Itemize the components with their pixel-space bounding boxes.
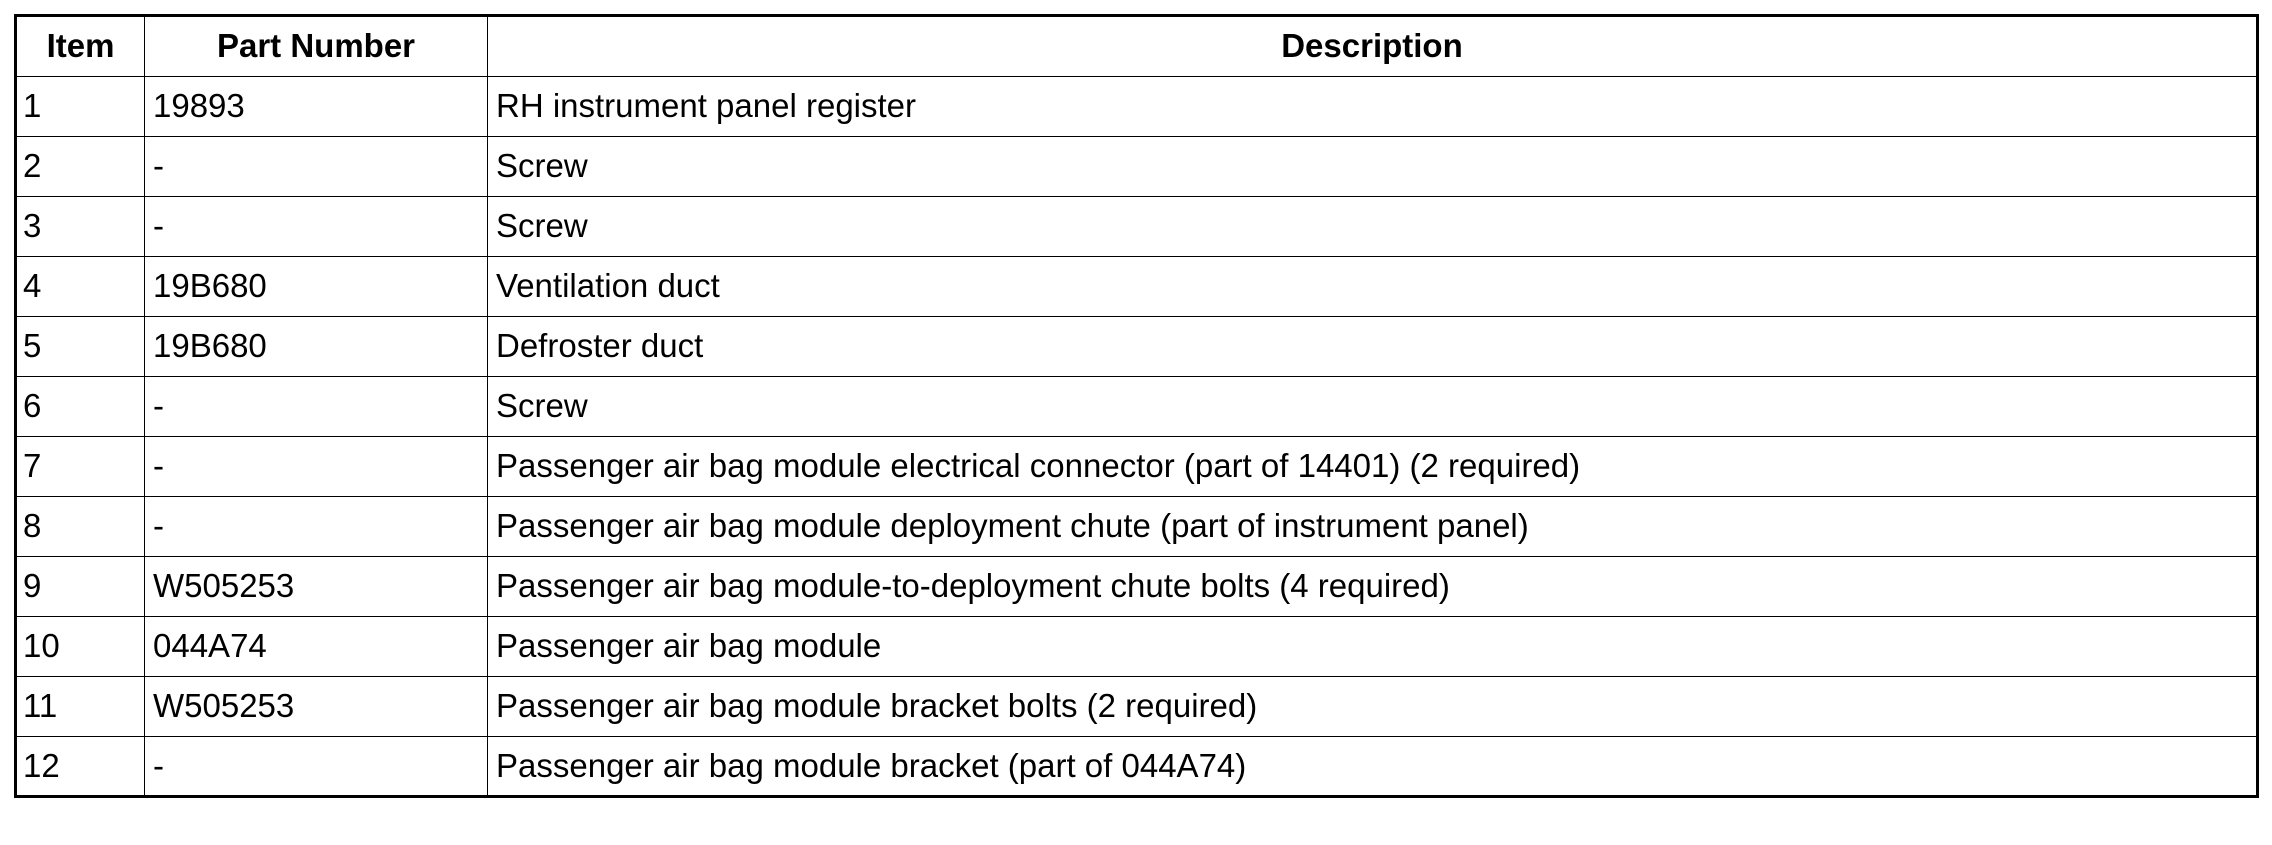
cell-part-number: - xyxy=(145,737,488,797)
table-row xyxy=(16,497,2258,557)
cell-description: Defroster duct xyxy=(488,317,2258,377)
cell-description: Screw xyxy=(488,377,2258,437)
cell-item: 5 xyxy=(16,317,145,377)
cell-item: 7 xyxy=(16,437,145,497)
cell-part-number: - xyxy=(145,137,488,197)
cell-part-number: 19B680 xyxy=(145,317,488,377)
cell-item: 12 xyxy=(16,737,145,797)
cell-description: Passenger air bag module bracket (part of 044A74) xyxy=(488,737,2258,797)
cell-description: Passenger air bag module deployment chute (part of instrument panel) xyxy=(488,497,2258,557)
cell-description: Passenger air bag module electrical connector (part of 14401) (2 required) xyxy=(488,437,2258,497)
table-row xyxy=(16,257,2258,317)
cell-item: 4 xyxy=(16,257,145,317)
cell-part-number: - xyxy=(145,197,488,257)
parts-table xyxy=(14,14,2259,798)
table-header xyxy=(16,16,2258,77)
header-description: Description xyxy=(488,16,2258,77)
cell-part-number: - xyxy=(145,437,488,497)
cell-part-number: W505253 xyxy=(145,557,488,617)
cell-item: 6 xyxy=(16,377,145,437)
table-row xyxy=(16,77,2258,137)
cell-part-number: 044A74 xyxy=(145,617,488,677)
cell-part-number: W505253 xyxy=(145,677,488,737)
header-part-number: Part Number xyxy=(145,16,488,77)
table-row xyxy=(16,377,2258,437)
cell-item: 8 xyxy=(16,497,145,557)
cell-description: Screw xyxy=(488,197,2258,257)
cell-item: 9 xyxy=(16,557,145,617)
table-row xyxy=(16,197,2258,257)
cell-description: Passenger air bag module-to-deployment chute bolts (4 required) xyxy=(488,557,2258,617)
table-row xyxy=(16,737,2258,797)
cell-description: RH instrument panel register xyxy=(488,77,2258,137)
table-row xyxy=(16,557,2258,617)
cell-part-number: 19893 xyxy=(145,77,488,137)
cell-part-number: 19B680 xyxy=(145,257,488,317)
header-item: Item xyxy=(16,16,145,77)
table-body xyxy=(16,77,2258,797)
cell-item: 11 xyxy=(16,677,145,737)
cell-description: Passenger air bag module bracket bolts (2 required) xyxy=(488,677,2258,737)
table-row xyxy=(16,617,2258,677)
header-row xyxy=(16,16,2258,77)
table-row xyxy=(16,677,2258,737)
cell-description: Screw xyxy=(488,137,2258,197)
cell-description: Passenger air bag module xyxy=(488,617,2258,677)
table-row xyxy=(16,137,2258,197)
table-row xyxy=(16,437,2258,497)
parts-table-container xyxy=(14,14,2259,798)
cell-description: Ventilation duct xyxy=(488,257,2258,317)
cell-item: 2 xyxy=(16,137,145,197)
cell-item: 1 xyxy=(16,77,145,137)
cell-item: 10 xyxy=(16,617,145,677)
cell-item: 3 xyxy=(16,197,145,257)
table-row xyxy=(16,317,2258,377)
cell-part-number: - xyxy=(145,377,488,437)
cell-part-number: - xyxy=(145,497,488,557)
